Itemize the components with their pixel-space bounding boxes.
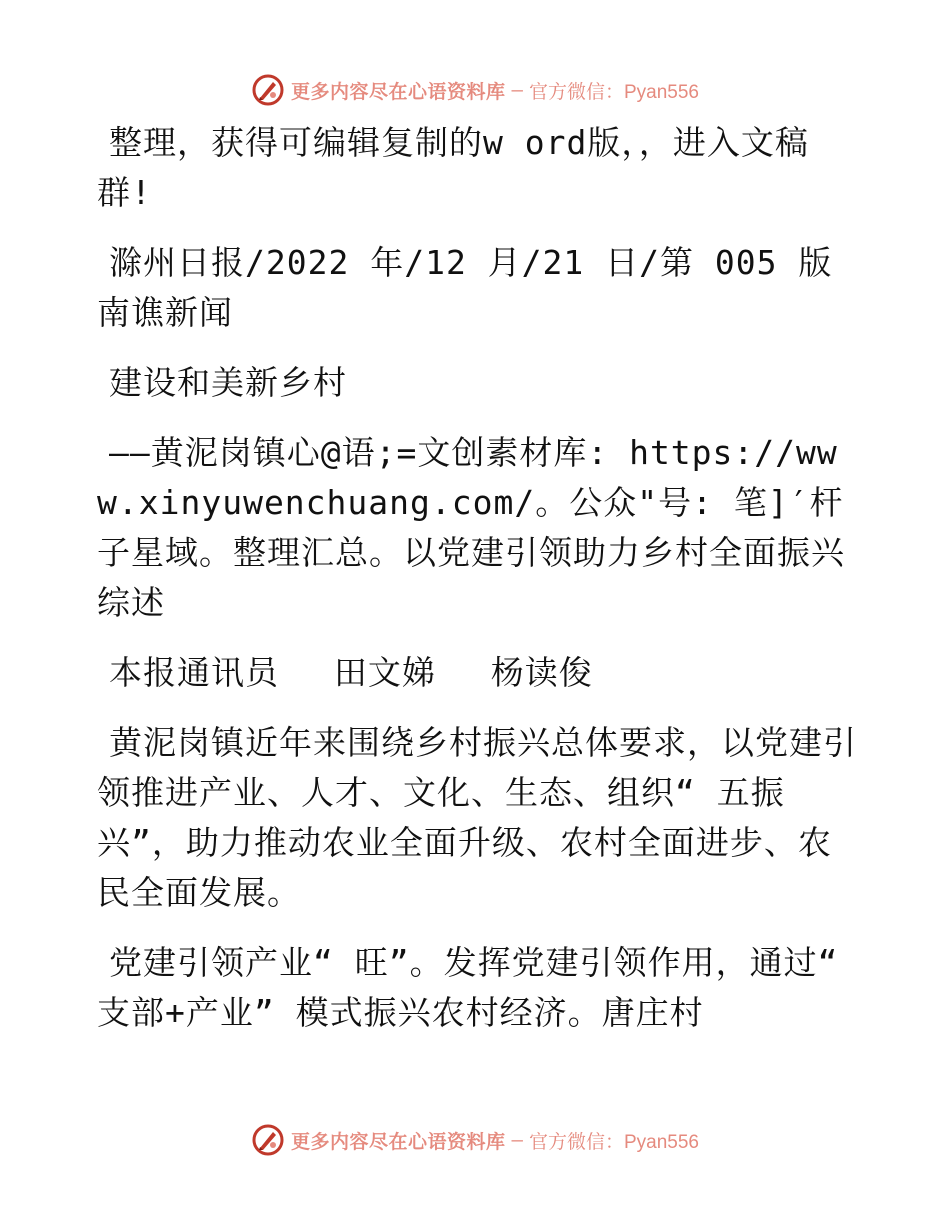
quill-logo-icon [251, 1123, 285, 1157]
watermark-banner-bottom [0, 1120, 950, 1160]
document-body [97, 118, 860, 1058]
watermark-inner [251, 1123, 699, 1157]
watermark-wechat: 官方微信：Pyan556 [528, 81, 699, 103]
intro-note: 整理，获得可编辑复制的w ord版，，进入文稿群! [97, 123, 809, 212]
watermark-text: 更多内容尽在心语资料库 [291, 1130, 506, 1153]
watermark-banner-top [0, 70, 950, 110]
article-subtitle: ——黄泥岗镇心@语;=文创素材库: https://www.xinyuwenchuang.com/。公众"号: 笔]′杆子星域。整理汇总。以党建引领助力乡村全面振兴综述 [97, 433, 845, 622]
watermark-separator: — [511, 79, 523, 101]
source-line: 滁州日报/2022 年/12 月/21 日/第 005 版南谯新闻 [97, 243, 833, 332]
watermark-text: 更多内容尽在心语资料库 [291, 80, 506, 103]
watermark-separator: — [511, 1129, 523, 1151]
watermark-wechat: 官方微信：Pyan556 [528, 1131, 699, 1153]
byline: 本报通讯员 田文娣 杨读俊 [109, 653, 593, 692]
article-title: 建设和美新乡村 [109, 363, 347, 402]
body-paragraph: 党建引领产业“ 旺”。发挥党建引领作用，通过“ 支部+产业” 模式振兴农村经济。唐庄村 [97, 943, 860, 1032]
watermark-inner [251, 73, 699, 107]
quill-logo-icon [251, 73, 285, 107]
body-paragraph: 黄泥岗镇近年来围绕乡村振兴总体要求，以党建引领推进产业、人才、文化、生态、组织“ 五振兴”，助力推动农业全面升级、农村全面进步、农民全面发展。 [97, 723, 857, 912]
